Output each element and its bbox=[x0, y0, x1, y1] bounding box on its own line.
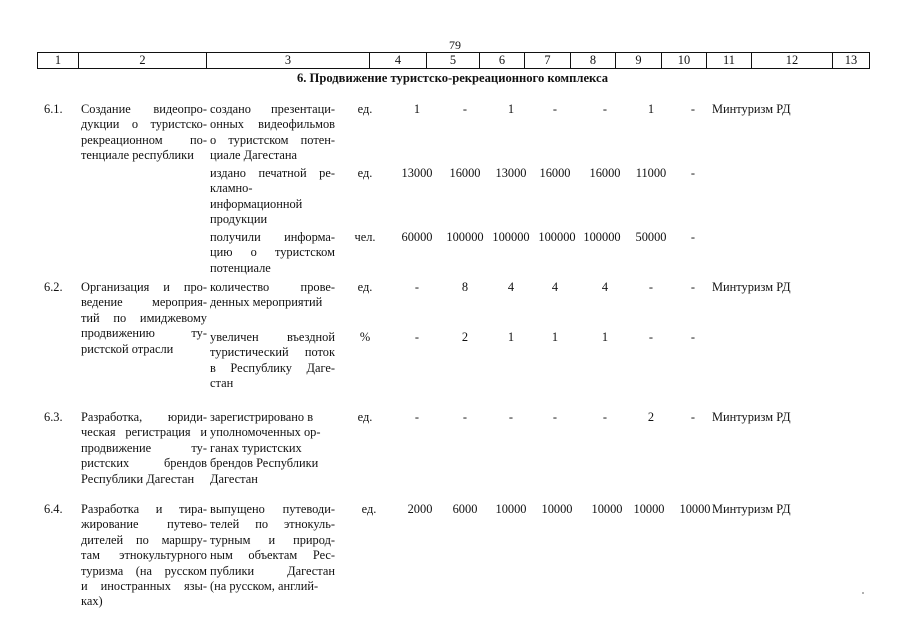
text-line: публики Дагестан bbox=[210, 563, 335, 578]
value: 50000 bbox=[635, 230, 667, 244]
value: 1 bbox=[601, 330, 609, 344]
text-line: кламно- bbox=[210, 181, 253, 196]
value: 1 bbox=[647, 102, 655, 116]
header-col-9: 9 bbox=[616, 53, 662, 68]
value: 10000 bbox=[495, 502, 527, 516]
header-col-13: 13 bbox=[844, 53, 858, 67]
unit: ед. bbox=[357, 102, 373, 116]
header-col-6: 6 bbox=[480, 53, 525, 68]
value: 1 bbox=[507, 330, 515, 344]
text-line: о туристском потен- bbox=[210, 132, 335, 147]
indicator-name bbox=[210, 230, 335, 276]
value: 1 bbox=[413, 102, 421, 116]
text-line: жирование путево- bbox=[81, 517, 207, 532]
responsible-executor: Минтуризм РД bbox=[712, 502, 791, 516]
header-col-3: 3 bbox=[207, 53, 370, 68]
text-line: брендов Республики bbox=[210, 456, 319, 471]
value: 100000 bbox=[538, 230, 576, 244]
value: - bbox=[414, 330, 420, 344]
value: - bbox=[508, 410, 514, 424]
text-line: создано презентаци- bbox=[210, 102, 335, 116]
unit: ед. bbox=[357, 280, 373, 294]
value: - bbox=[414, 410, 420, 424]
value: - bbox=[414, 280, 420, 294]
value: 16000 bbox=[449, 166, 481, 180]
header-col-10: 10 bbox=[662, 53, 707, 68]
unit: чел. bbox=[354, 230, 376, 244]
row-number: 6.3. bbox=[44, 410, 63, 424]
text-line: телей по этнокуль- bbox=[210, 517, 335, 532]
value: - bbox=[462, 102, 468, 116]
value: 2000 bbox=[407, 502, 433, 516]
value: - bbox=[690, 102, 696, 116]
text-line: ным объектам Рес- bbox=[210, 548, 335, 563]
text-line: ведение мероприя- bbox=[81, 295, 207, 310]
responsible-executor: Минтуризм РД bbox=[712, 102, 791, 116]
header-col-4: 4 bbox=[370, 53, 427, 68]
text-line: Республики Дагестан bbox=[81, 471, 195, 486]
text-line: Дагестан bbox=[210, 471, 258, 486]
text-line: дукции о туристско- bbox=[81, 117, 207, 132]
value: 10000 bbox=[633, 502, 665, 516]
text-line: Организация и про- bbox=[81, 280, 207, 294]
text-line: (на русском, англий- bbox=[210, 579, 319, 594]
value: - bbox=[648, 280, 654, 294]
text-line: денных мероприятий bbox=[210, 295, 323, 310]
value: - bbox=[690, 230, 696, 244]
text-line: цию о туристском bbox=[210, 245, 335, 260]
text-line: онных видеофильмов bbox=[210, 117, 335, 132]
measure-name bbox=[81, 410, 207, 487]
measure-name bbox=[81, 102, 207, 164]
text-line: издано печатной ре- bbox=[210, 166, 335, 180]
header-col-1: 1 bbox=[38, 53, 79, 68]
indicator-name bbox=[210, 102, 335, 164]
value: 10000 bbox=[591, 502, 623, 516]
text-line: тенциале республики bbox=[81, 148, 194, 163]
value: 13000 bbox=[401, 166, 433, 180]
text-line: в Республику Даге- bbox=[210, 360, 335, 375]
value: 16000 bbox=[589, 166, 621, 180]
value: 1 bbox=[551, 330, 559, 344]
value: 16000 bbox=[539, 166, 571, 180]
text-line: стан bbox=[210, 376, 234, 391]
text-line: количество прове- bbox=[210, 280, 335, 294]
value: 4 bbox=[601, 280, 609, 294]
text-line: выпущено путеводи- bbox=[210, 502, 335, 516]
value: - bbox=[552, 102, 558, 116]
value: - bbox=[690, 410, 696, 424]
header-col-7: 7 bbox=[525, 53, 571, 68]
value: - bbox=[690, 330, 696, 344]
text-line: циале Дагестана bbox=[210, 148, 298, 163]
value: 8 bbox=[461, 280, 469, 294]
text-line: продвижению ту- bbox=[81, 326, 207, 341]
text-line: зарегистрировано в bbox=[210, 410, 314, 424]
text-line: дителей по маршру- bbox=[81, 532, 207, 547]
unit: ед. bbox=[357, 410, 373, 424]
header-col-5: 5 bbox=[427, 53, 480, 68]
unit: ед. bbox=[357, 166, 373, 180]
value: 13000 bbox=[495, 166, 527, 180]
value: 100000 bbox=[446, 230, 484, 244]
value: 10000 bbox=[679, 502, 711, 516]
indicator-name bbox=[210, 410, 335, 487]
responsible-executor: Минтуризм РД bbox=[712, 410, 791, 424]
header-col-12: 12 bbox=[752, 53, 833, 68]
text-line: продвижение ту- bbox=[81, 440, 207, 455]
indicator-name bbox=[210, 280, 335, 311]
value: 100000 bbox=[492, 230, 530, 244]
value: - bbox=[690, 166, 696, 180]
text-line: информационной bbox=[210, 196, 303, 211]
text-line: Создание видеопро- bbox=[81, 102, 207, 116]
header-col-11: 11 bbox=[707, 53, 752, 68]
value: 2 bbox=[461, 330, 469, 344]
text-line: ристских брендов bbox=[81, 456, 207, 471]
value: 4 bbox=[551, 280, 559, 294]
value: - bbox=[602, 410, 608, 424]
indicator-name bbox=[210, 330, 335, 392]
text-line: потенциале bbox=[210, 260, 271, 275]
text-line: тий по имиджевому bbox=[81, 310, 207, 325]
indicator-name bbox=[210, 502, 335, 594]
text-line: ристской отрасли bbox=[81, 341, 174, 356]
text-line: там этнокультурного bbox=[81, 548, 207, 563]
row-number: 6.4. bbox=[44, 502, 63, 516]
unit: ед. bbox=[361, 502, 377, 516]
row-number: 6.2. bbox=[44, 280, 63, 294]
value: - bbox=[602, 102, 608, 116]
text-line: ках) bbox=[81, 594, 103, 609]
value: 11000 bbox=[635, 166, 667, 180]
value: 100000 bbox=[583, 230, 621, 244]
row-number: 6.1. bbox=[44, 102, 63, 116]
text-line: турным и природ- bbox=[210, 532, 335, 547]
measure-name bbox=[81, 502, 207, 610]
value: 1 bbox=[507, 102, 515, 116]
text-line: получили информа- bbox=[210, 230, 335, 244]
text-line: и иностранных язы- bbox=[81, 579, 207, 594]
text-line: ческая регистрация и bbox=[81, 425, 207, 440]
text-line: туристический поток bbox=[210, 345, 335, 360]
page-number: 79 bbox=[449, 38, 461, 52]
text-line: ганах туристских bbox=[210, 440, 302, 455]
value: - bbox=[552, 410, 558, 424]
text-line: Разработка, юриди- bbox=[81, 410, 207, 424]
value: 4 bbox=[507, 280, 515, 294]
section-title: 6. Продвижение туристско-рекреационного комплекса bbox=[296, 71, 609, 85]
value: - bbox=[648, 330, 654, 344]
value: 60000 bbox=[401, 230, 433, 244]
text-line: продукции bbox=[210, 212, 268, 227]
responsible-executor: Минтуризм РД bbox=[712, 280, 791, 294]
text-line: уполномоченных ор- bbox=[210, 425, 321, 440]
value: 6000 bbox=[452, 502, 478, 516]
header-col-2: 2 bbox=[79, 53, 207, 68]
header-col-8: 8 bbox=[571, 53, 616, 68]
text-line: Разработка и тира- bbox=[81, 502, 207, 516]
value: - bbox=[462, 410, 468, 424]
text-line: увеличен въездной bbox=[210, 330, 335, 344]
column-number-header bbox=[37, 52, 870, 69]
measure-name bbox=[81, 280, 207, 357]
scan-speck bbox=[862, 592, 864, 594]
value: - bbox=[690, 280, 696, 294]
text-line: туризма (на русском bbox=[81, 563, 207, 578]
value: 10000 bbox=[541, 502, 573, 516]
unit: % bbox=[359, 330, 371, 344]
value: 2 bbox=[647, 410, 655, 424]
text-line: рекреационном по- bbox=[81, 132, 207, 147]
indicator-name bbox=[210, 166, 335, 228]
